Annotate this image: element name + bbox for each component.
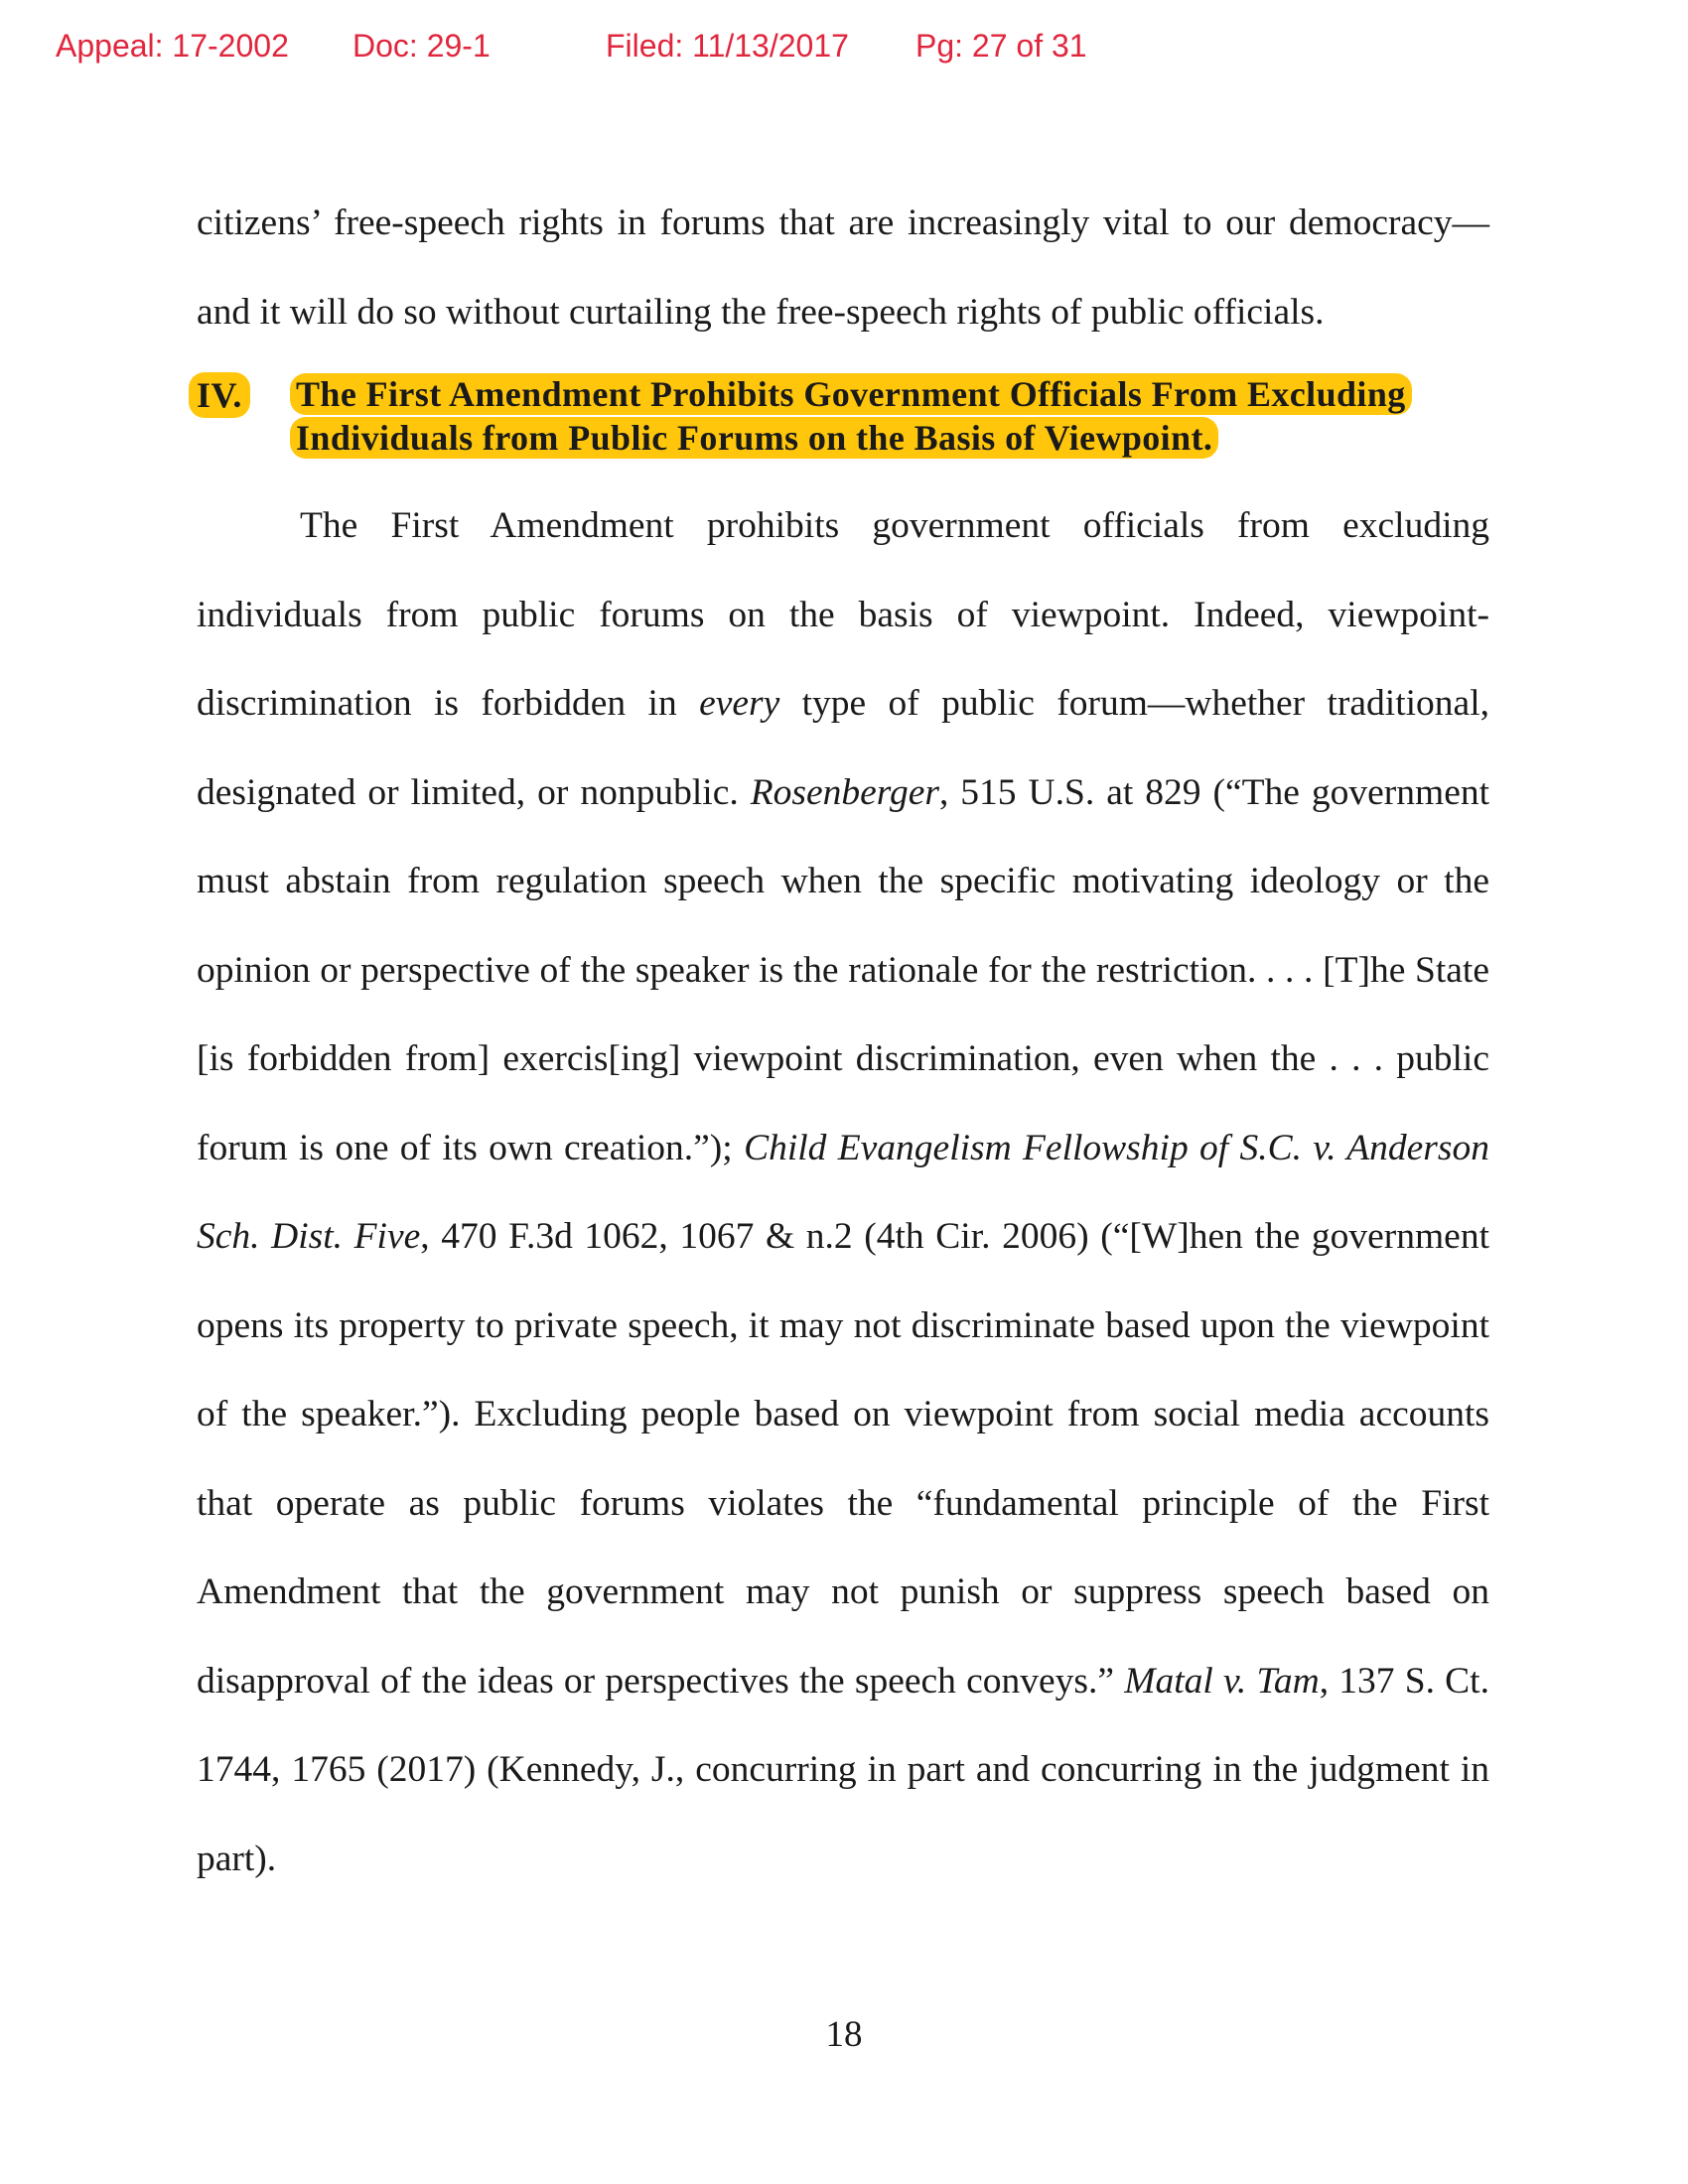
section-title: [290, 372, 1499, 460]
main-paragraph-text: [197, 481, 1489, 1903]
text-run: , 137 S. Ct. 1744, 1765 (2017) (Kennedy, J., concurring in part and concurring in the judgment in part).: [197, 1660, 1489, 1879]
case-citation: Child Evangelism Fellowship of S.C. v. Anderson Sch. Dist. Five: [197, 1127, 1489, 1257]
text-run: type of public forum—whether traditional, designated or limited, or nonpublic.: [197, 683, 1489, 813]
stamp-appeal-number: Appeal: 17-2002: [56, 28, 289, 64]
case-citation: Matal v. Tam: [1124, 1660, 1320, 1702]
section-title-text: The First Amendment Prohibits Government Officials From Excluding Individuals from Public Forums on the Basis of Viewpoint.: [290, 373, 1412, 459]
stamp-page-count: Pg: 27 of 31: [915, 28, 1087, 64]
text-run: , 470 F.3d 1062, 1067 & n.2 (4th Cir. 2006) (“[W]hen the government opens its property to private speech, it may not discriminate based upon the viewpoint of the speaker.”). Excluding people based on viewpoint from social media accounts that operate as public forums violates the “fundamental principle of the First Amendment that the government may not punish or suppress speech based on disapproval of the ideas or perspectives the speech conveys.”: [197, 1216, 1489, 1702]
page-number: 18: [825, 2014, 863, 2055]
main-paragraph: [197, 481, 1489, 1903]
text-run: The First Amendment prohibits government officials from excluding individuals from public forums on the basis of viewpoint. Indeed, viewpoint-discrimination is forbidden in: [197, 505, 1489, 724]
section-number: IV.: [189, 372, 250, 418]
stamp-doc-number: Doc: 29-1: [352, 28, 491, 64]
paragraph-continuation: citizens’ free-speech rights in forums that are increasingly vital to our democracy—and it will do so without curtailing the free-speech rights of public officials.: [197, 203, 1489, 333]
section-heading: [189, 372, 1499, 472]
stamp-filed-date: Filed: 11/13/2017: [606, 28, 849, 64]
text-run: , 515 U.S. at 829 (“The government must abstain from regulation speech when the specific motivating ideology or the opinion or perspective of the speaker is the rationale for the restriction. . . . [T]he State [is forbidden from] exercis[ing] viewpoint discrimination, even when the . . . public forum is one of its own creation.”);: [197, 771, 1490, 1168]
case-citation: Rosenberger: [750, 771, 939, 813]
italic-run: every: [699, 683, 780, 724]
